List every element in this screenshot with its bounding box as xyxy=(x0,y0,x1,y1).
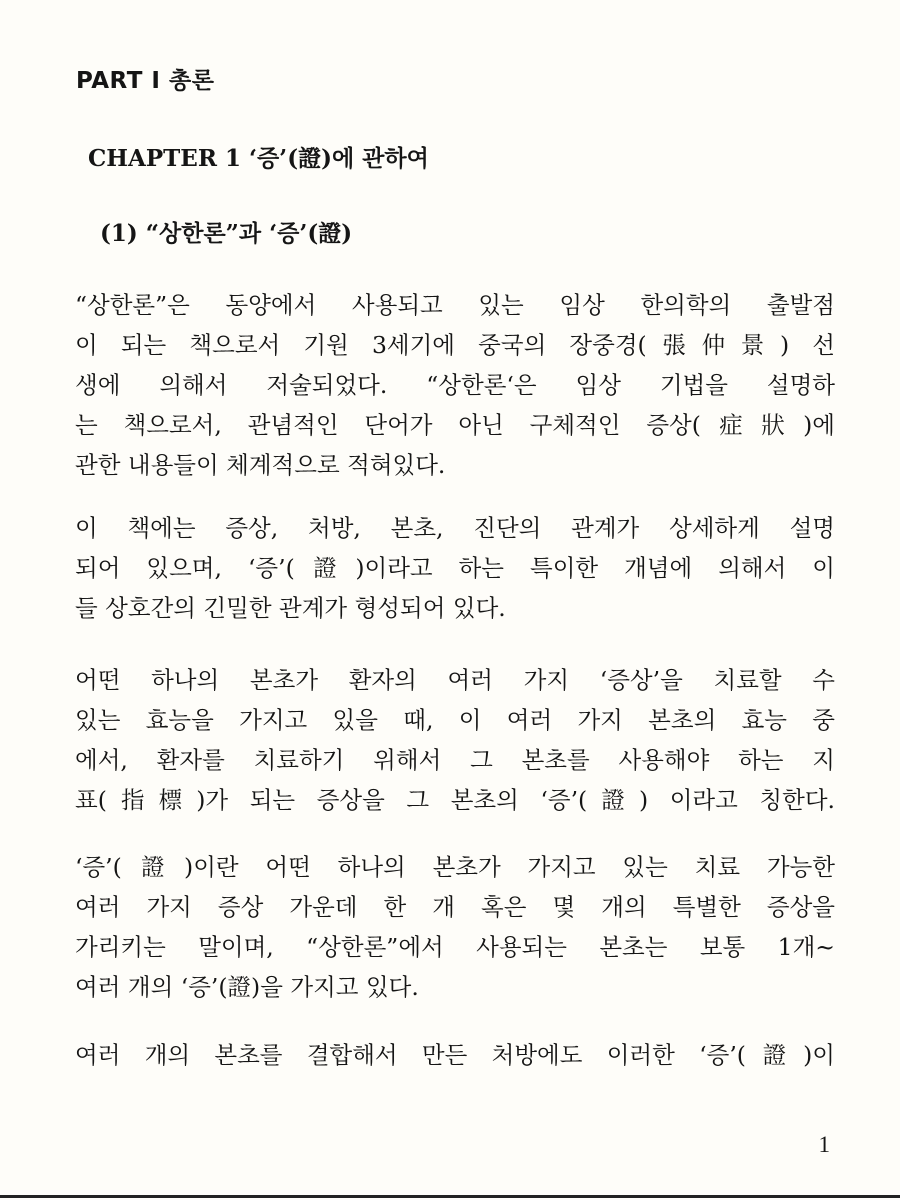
paragraph-3 xyxy=(75,660,835,820)
paragraph-line: ‘증’(證)이란 어떤 하나의 본초가 가지고 있는 치료 가능한 xyxy=(75,853,835,881)
paragraph-line: 여러 가지 증상 가운데 한 개 혹은 몇 개의 특별한 증상을 xyxy=(75,893,835,921)
paragraph-line: 표(指標)가 되는 증상을 그 본초의 ‘증’(證) 이라고 칭한다. xyxy=(75,786,835,814)
paragraph-line: 여러 개의 본초를 결합해서 만든 처방에도 이러한 ‘증’(證)이 xyxy=(75,1041,835,1069)
paragraph-line: 관한 내용들이 체계적으로 적혀있다. xyxy=(75,451,446,479)
paragraph-line: 되어 있으며, ‘증’(證)이라고 하는 특이한 개념에 의해서 이 xyxy=(75,554,835,582)
paragraph-line: 생에 의해서 저술되었다. “상한론‘은 임상 기법을 설명하 xyxy=(75,371,835,399)
paragraph-line: “상한론”은 동양에서 사용되고 있는 임상 한의학의 출발점 xyxy=(75,291,835,319)
paragraph-line: 이 되는 책으로서 기원 3세기에 중국의 장중경(張仲景) 선 xyxy=(75,331,835,359)
bottom-rule xyxy=(0,1195,900,1198)
paragraph-line: 들 상호간의 긴밀한 관계가 형성되어 있다. xyxy=(75,594,506,622)
paragraph-1 xyxy=(75,285,835,485)
section-title: (1) “상한론”과 ‘증’(證) xyxy=(100,220,353,247)
paragraph-line: 있는 효능을 가지고 있을 때, 이 여러 가지 본초의 효능 중 xyxy=(75,706,835,734)
paragraph-line: 여러 개의 ‘증’(證)을 가지고 있다. xyxy=(75,973,419,1001)
paragraph-5 xyxy=(75,1035,835,1075)
paragraph-4 xyxy=(75,847,835,1007)
paragraph-line: 에서, 환자를 치료하기 위해서 그 본초를 사용해야 하는 지 xyxy=(75,746,835,774)
chapter-title: CHAPTER 1 ‘증’(證)에 관하여 xyxy=(88,145,429,172)
paragraph-line: 는 책으로서, 관념적인 단어가 아닌 구체적인 증상(症狀)에 xyxy=(75,411,835,439)
page-number: 1 xyxy=(818,1132,830,1157)
part-title: PART I 총론 xyxy=(76,68,215,94)
paragraph-line: 어떤 하나의 본초가 환자의 여러 가지 ‘증상’을 치료할 수 xyxy=(75,666,835,694)
paragraph-line: 가리키는 말이며, “상한론”에서 사용되는 본초는 보통 1개~ xyxy=(75,933,835,961)
paragraph-line: 이 책에는 증상, 처방, 본초, 진단의 관계가 상세하게 설명 xyxy=(75,514,835,542)
paragraph-2 xyxy=(75,508,835,628)
